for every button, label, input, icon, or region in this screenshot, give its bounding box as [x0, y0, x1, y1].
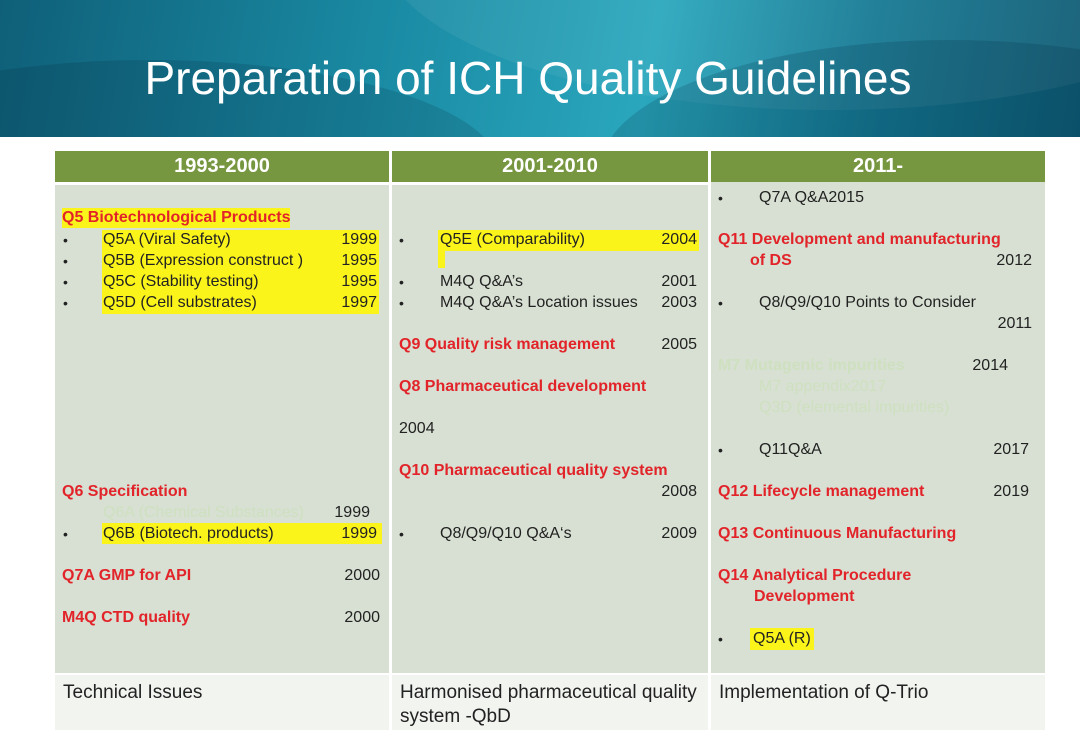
q6b-item: Q6B (Biotech. products) — [103, 525, 274, 542]
q11qa-year: 2017 — [993, 441, 1029, 458]
q5a-r-item: Q5A (R) — [750, 628, 814, 650]
bullet: • — [718, 442, 723, 458]
bullet: • — [718, 631, 723, 647]
column-footer-1: Technical Issues — [55, 675, 389, 730]
q8-year: 2004 — [399, 420, 435, 437]
q12-year: 2019 — [993, 483, 1029, 500]
bullet: • — [399, 232, 404, 248]
bullet: • — [399, 274, 404, 290]
q13-heading: Q13 Continuous Manufacturing — [718, 525, 957, 542]
bullet: • — [63, 295, 68, 311]
q5d-year: 1997 — [341, 294, 377, 311]
m4q-year: 2000 — [344, 609, 380, 626]
q11-year: 2012 — [996, 252, 1032, 269]
bullet: • — [718, 295, 723, 311]
q14-heading-line2: Development — [754, 588, 855, 605]
q8-heading: Q8 Pharmaceutical development — [399, 378, 647, 395]
m4q-location-item: M4Q Q&A’s Location issues — [440, 294, 638, 311]
q10-heading: Q10 Pharmaceutical quality system — [399, 462, 668, 479]
bullet: • — [63, 253, 68, 269]
q11-heading-line2: of DS — [750, 252, 792, 269]
q5a-year: 1999 — [341, 231, 377, 248]
m4q-heading: M4Q CTD quality — [62, 609, 191, 626]
q5b-item: Q5B (Expression construct ) — [103, 252, 304, 269]
m7-appendix-faded: M7 appendix2017 — [759, 378, 887, 395]
q5-heading: Q5 Biotechnological Products — [62, 209, 291, 226]
q8910-ptc-item: Q8/Q9/Q10 Points to Consider — [759, 294, 976, 311]
q8910-ptc-year: 2011 — [997, 315, 1032, 332]
q6a-item-faded: Q6A (Chemical Substances) — [103, 504, 304, 521]
column-header-2011: 2011- — [711, 151, 1045, 182]
column-header-2001-2010: 2001-2010 — [392, 151, 708, 182]
q14-heading-line1: Q14 Analytical Procedure — [718, 567, 912, 584]
bullet: • — [63, 232, 68, 248]
q6a-year-faded: 1999 — [334, 504, 370, 521]
q9-year: 2005 — [661, 336, 697, 353]
m4q-location-year: 2003 — [661, 294, 697, 311]
bullet: • — [399, 526, 404, 542]
q5b-year: 1995 — [341, 252, 377, 269]
bullet: • — [718, 190, 723, 206]
m4q-qa-year: 2001 — [661, 273, 697, 290]
q7a-qa-item: Q7A Q&A2015 — [759, 189, 864, 206]
column-header-1993-2000: 1993-2000 — [55, 151, 389, 182]
q5a-item: Q5A (Viral Safety) — [103, 231, 231, 248]
q11-heading-line1: Q11 Development and manufacturing — [718, 231, 1001, 248]
column-footer-3: Implementation of Q-Trio — [711, 675, 1045, 730]
bullet: • — [63, 526, 68, 542]
q10-year: 2008 — [661, 483, 697, 500]
q5c-year: 1995 — [341, 273, 377, 290]
bullet: • — [63, 274, 68, 290]
slide-title: Preparation of ICH Quality Guidelines — [144, 52, 912, 104]
q9-heading: Q9 Quality risk management — [399, 336, 616, 353]
title-banner — [0, 0, 1080, 137]
q3d-faded: Q3D (elemental impurities) — [759, 399, 950, 416]
q11qa-item: Q11Q&A — [759, 441, 822, 458]
q6b-year: 1999 — [341, 525, 377, 542]
q6-heading: Q6 Specification — [62, 483, 188, 500]
q5e-highlight-tail — [438, 251, 445, 268]
q8910-qa-item: Q8/Q9/Q10 Q&A‘s — [440, 525, 572, 542]
bullet: • — [399, 295, 404, 311]
column-footer-2: Harmonised pharmaceutical quality system -QbD — [392, 675, 708, 730]
m7-year-faded: 2014 — [972, 357, 1008, 374]
q5c-item: Q5C (Stability testing) — [103, 273, 259, 290]
q5e-year: 2004 — [661, 231, 697, 248]
q5d-item: Q5D (Cell substrates) — [103, 294, 257, 311]
m7-heading-faded: M7 Mutagenic impurities — [718, 357, 905, 374]
q7a-year: 2000 — [344, 567, 380, 584]
q12-heading: Q12 Lifecycle management — [718, 483, 925, 500]
q5e-item: Q5E (Comparability) — [440, 231, 585, 248]
m4q-qa-item: M4Q Q&A’s — [440, 273, 523, 290]
q8910-qa-year: 2009 — [661, 525, 697, 542]
q7a-heading: Q7A GMP for API — [62, 567, 192, 584]
